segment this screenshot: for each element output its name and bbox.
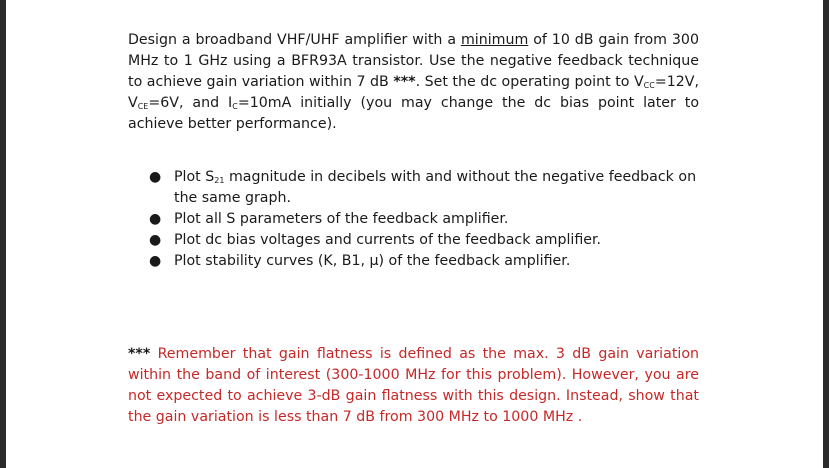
bullet-icon: ●: [149, 169, 162, 185]
footnote-text: Remember that gain flatness is defined as the max. 3 dB gain variation within the band of interest (300-1000 MHz for this problem). However, you are not expected to achieve 3-dB gain flatness with this design. Instead, show that the gain variation is less than 7 dB from 300 MHz to 1000 MHz .: [128, 346, 699, 425]
list-item-text: Plot all S parameters of the feedback amplifier.: [174, 211, 509, 227]
list-item: [128, 167, 699, 209]
list-item-text: Plot dc bias voltages and currents of the feedback amplifier.: [174, 232, 602, 248]
subscript: CE: [137, 102, 149, 111]
list-item: [128, 209, 699, 230]
subscript: CC: [643, 81, 655, 90]
intro-text: . Set the dc operating point to V: [415, 74, 644, 90]
intro-text: Design a broadband VHF/UHF amplifier with a: [128, 32, 461, 48]
list-item-text: magnitude in decibels with and without the negative feedback on the same graph.: [174, 169, 697, 206]
intro-text: =12V, V: [128, 74, 699, 111]
list-item-text: Plot S: [174, 169, 215, 185]
underlined-word: minimum: [460, 32, 529, 48]
intro-text: of 10 dB gain from 300 MHz to 1 GHz using a BFR93A transistor. Use the negative feedback technique to achieve gain variation within 7 dB: [128, 32, 699, 90]
bullet-icon: ●: [149, 253, 162, 269]
list-item: [128, 230, 699, 251]
list-item: [128, 251, 699, 272]
footnote-marker: ***: [393, 74, 416, 90]
bullet-icon: ●: [149, 232, 162, 248]
document-page: [6, 0, 823, 468]
footnote-marker: ***: [128, 346, 151, 362]
intro-text: =6V, and I: [148, 95, 233, 111]
footnote-paragraph: [128, 344, 699, 428]
document-content: [128, 30, 699, 428]
bullet-icon: ●: [149, 211, 162, 227]
subscript: 21: [214, 176, 225, 185]
task-list: [128, 167, 699, 272]
intro-paragraph: [128, 30, 699, 135]
subscript: C: [232, 102, 238, 111]
list-item-text: Plot stability curves (K, B1, μ) of the feedback amplifier.: [174, 253, 571, 269]
intro-text: =10mA initially (you may change the dc bias point later to achieve better performance).: [128, 95, 699, 132]
